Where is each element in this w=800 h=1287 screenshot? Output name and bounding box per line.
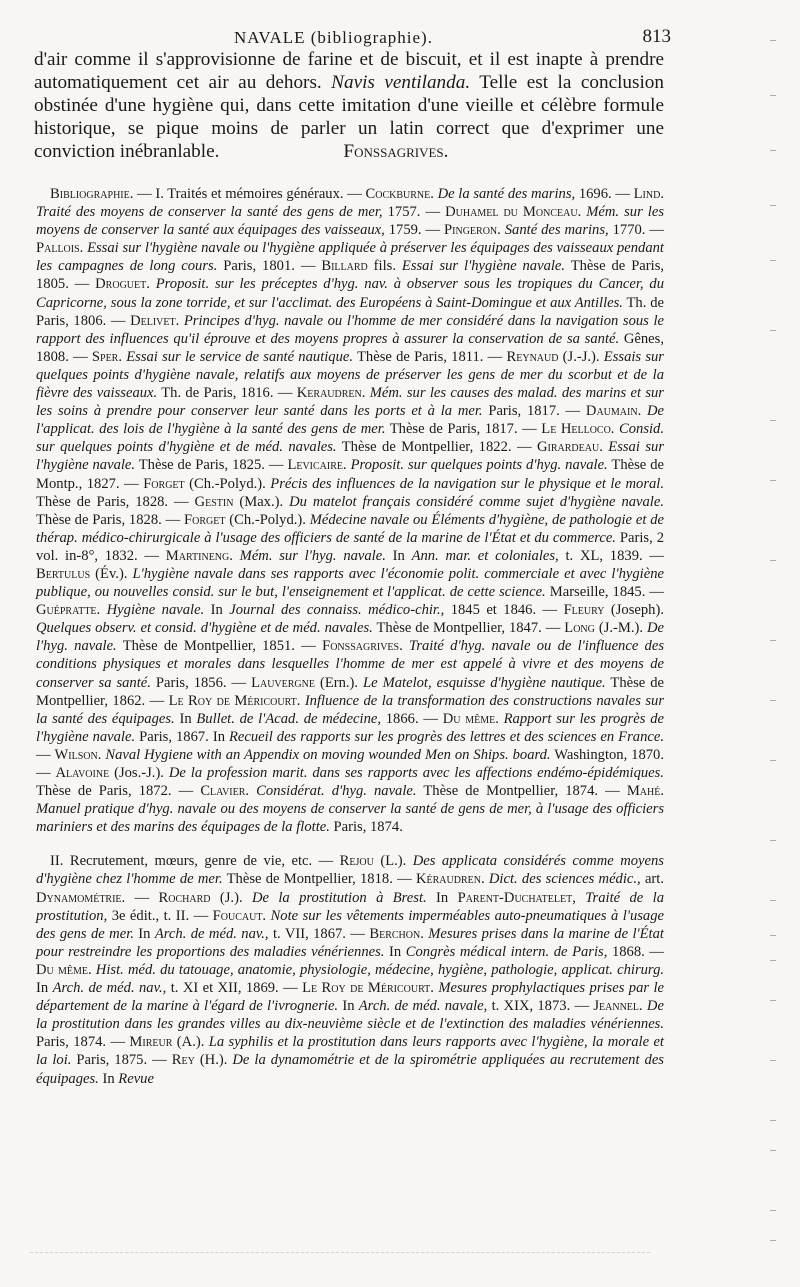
citation-text: (L.). [373, 853, 413, 870]
author-name: Du même. [442, 710, 499, 727]
work-title: Traité de la prostitution, [36, 889, 665, 924]
author-name: Gestin [194, 493, 234, 510]
citation-text: Thèse de Paris, 1828. — [36, 493, 195, 510]
citation-text: Thèse de Montpellier, 1851. — [116, 638, 323, 655]
citation-text: (Jos.-J.). [109, 765, 169, 781]
author-name: Pingeron. [444, 222, 501, 239]
margin-tick [770, 480, 776, 481]
citation-text: (J.-M.). [594, 620, 647, 637]
citation-text: In [36, 980, 53, 997]
work-title: Considérat. d'hyg. navale. [249, 783, 417, 800]
citation-text: 1696. — [575, 186, 634, 202]
citation-text: Th. de Paris, 1806. — [36, 294, 664, 329]
author-name: Pallois. [36, 240, 84, 257]
author-name: Sper. [91, 348, 122, 365]
work-title: De la dynamométrie et de la spirométrie appliquées au recrutement des équipages. [36, 1052, 664, 1087]
work-title: Des applicata considérés comme moyens d'hygiène chez l'homme de mer. [36, 853, 664, 888]
citation-text: In [204, 602, 230, 619]
work-title: Rapport sur les progrès de l'hygiène navale. [36, 710, 664, 745]
citation-text: 1759. — [384, 222, 445, 239]
work-title: De la prostitution à Brest. [251, 889, 427, 906]
citation-text: Paris, 1874. — [36, 1034, 130, 1051]
citation-text: fils. [367, 258, 402, 275]
work-title: Ann. mar. et coloniales, [411, 547, 559, 564]
margin-tick [770, 900, 776, 901]
citation-text: (Ern.). [315, 674, 364, 691]
citation-text: In [174, 710, 197, 727]
author-name: Clavier. [200, 783, 250, 800]
work-title: Consid. sur quelques points d'hygiène et de méd. navales. [36, 421, 665, 456]
citation-text: Thèse de Montpellier, 1847. — [372, 620, 565, 637]
work-title: Le Matelot, esquisse d'hygiène nautique. [363, 674, 606, 691]
running-header [34, 22, 671, 48]
work-title: Congrès médical intern. de Paris, [405, 943, 608, 960]
work-title: Hist. méd. du tatouage, anatomie, physiologie, médecine, hygiène, pathologie, applicat. chirurg. [91, 961, 665, 978]
citation-text: Thèse de Paris, 1825. — [135, 457, 288, 474]
author-name: Girardeau. [536, 439, 603, 456]
work-title: Mesures prises dans la marine de l'État pour restreindre les proportions des maladies vénériennes. [36, 925, 664, 960]
citation-text: (A.). [172, 1034, 209, 1051]
author-name: Billard [321, 258, 368, 275]
work-title: Proposit. sur les préceptes d'hyg. nav. à observer sous les tropiques du Cancer, du Capricorne, sous la zone torride, et sur l'acclimat. des Européens à Saint-Domingue et aux Antilles. [36, 276, 665, 311]
work-title: Naval Hygiene with an Appendix on moving wounded Men on Ships. board. [101, 746, 551, 763]
citation-text: Thèse de Paris, 1817. — [385, 421, 542, 438]
author-name: Daumain. [585, 403, 642, 420]
work-title: Hygiène navale. [100, 602, 205, 619]
author-name: Fonssagrives. [322, 638, 403, 655]
citation-text: t. XIX, 1873. — [487, 998, 594, 1015]
author-signature: Fonssagrives. [343, 141, 449, 162]
margin-tick [770, 205, 776, 206]
citation-text: 1770. — [608, 222, 664, 239]
work-title: Médecine navale ou Éléments d'hygiène, de pathologie et de thérap. médico-chirurgicale à l'usage des officiers de santé de la marine de l'État et du commerce. [36, 511, 664, 546]
author-name: Forget [184, 511, 226, 528]
work-title: Proposit. sur quelques points d'hyg. navale. [346, 457, 608, 474]
citation-text: — [36, 746, 55, 763]
intro-text-rest: Telle est la conclusion obstinée d'une hygiène qui, dans cette imitation d'une vieille et célèbre formule historique, se pique moins de parler un latin correct que d'exprimer une conviction inébranlable. [34, 72, 664, 162]
work-title: Arch. de méd. navale, [358, 998, 488, 1015]
work-title: De la prostitution dans les grandes villes au dix-neuvième siècle et de l'extinction des maladies vénériennes. [36, 998, 664, 1033]
citation-text: In [338, 998, 359, 1015]
citation-text: (J.-J.). [558, 348, 604, 365]
citation-text: In [133, 925, 155, 942]
work-title: Quelques observ. et consid. d'hygiène et de méd. navales. [36, 620, 373, 637]
citation-text: 3e édit., t. II. — [107, 907, 213, 924]
citation-text: 1868. — [607, 943, 664, 960]
work-title: Traité des moyens de conserver la santé des gens de mer, [36, 204, 383, 221]
margin-tick [770, 960, 776, 961]
citation-text: — [125, 889, 159, 906]
citation-text: Th. de Paris, 1816. — [157, 385, 297, 402]
citation-text: Thèse de Montpellier, 1818. — [222, 871, 416, 888]
author-name: Rejou [339, 853, 374, 870]
work-title: Du matelot français considéré comme sujet d'hygiène navale. [289, 493, 664, 510]
margin-tick [770, 420, 776, 421]
author-name: Cockburne. [365, 186, 434, 202]
margin-tick [770, 95, 776, 96]
work-title: Précis des influences de la navigation sur le physique et le moral. [270, 475, 664, 492]
author-name: Duhamel du Monceau. [445, 204, 582, 221]
work-title: Recueil des rapports sur les progrès des lettres et des sciences en France. [229, 728, 664, 745]
work-title: Santé des marins, [500, 222, 609, 239]
citation-text: Thèse de Paris, 1872. — [36, 783, 201, 800]
work-title: Essai sur l'hygiène navale ou l'hygiène appliquée à préserver les équipages des vaisseaux pendant les campagnes de long cours. [36, 240, 664, 275]
citation-text: Thèse de Montpellier, 1822. — [336, 439, 537, 456]
citation-text: Paris, 2 vol. in-8°, 1832. — [36, 529, 664, 564]
author-name: Bibliographie. [50, 186, 134, 202]
author-name: Berchon. [369, 925, 424, 942]
work-title: Journal des connaiss. médico-chir., [229, 602, 445, 619]
bibliography-recruitment [36, 852, 664, 1087]
author-name: Fleury [563, 602, 605, 619]
citation-text: Thèse de Montp., 1827. — [36, 457, 664, 492]
author-name: Rochard [158, 889, 211, 906]
citation-text: Washington, 1870. — [36, 746, 665, 781]
work-title: Note sur les vêtements imperméables auto-pneumatiques à l'usage des gens de mer. [36, 907, 664, 942]
author-name: Martineng. [165, 547, 233, 564]
author-name: Reynaud [506, 348, 559, 365]
work-title: De la profession marit. dans ses rapports avec les affections endémo-épidémiques. [168, 765, 664, 781]
page-number: 813 [642, 26, 671, 47]
author-name: Guépratte. [36, 602, 101, 619]
citation-text: — I. Traités et mémoires généraux. — [133, 186, 366, 202]
citation-text: Thèse de Montpellier, 1874. — [416, 783, 627, 800]
intro-paragraph [34, 48, 664, 163]
citation-text: Marseille, 1845. — [545, 584, 664, 601]
citation-text: (Ch.-Polyd.). [225, 511, 310, 528]
margin-marks [756, 0, 776, 1287]
work-title: Mém. sur les moyens de conserver la santé aux équipages des vaisseaux, [36, 204, 664, 239]
work-title: Mém. sur les causes des malad. des marins et sur les soins à prendre pour conserver leur santé dans les ports et à la mer. [36, 385, 664, 420]
author-name: Parent-Duchatelet, [457, 889, 576, 906]
margin-tick [770, 40, 776, 41]
work-title: Essai sur l'hygiène navale. [401, 258, 566, 275]
margin-tick [770, 760, 776, 761]
margin-tick [770, 150, 776, 151]
citation-text: (Év.). [90, 565, 133, 582]
margin-tick [770, 260, 776, 261]
scan-artifact-line [30, 1252, 650, 1255]
intro-text: d'air comme il s'approvisionne de farine et de biscuit, et il est inapte à prendre automatiquement cet air au dehors. [34, 49, 664, 93]
citation-text: art. [640, 871, 664, 888]
citation-text: (Joseph). [604, 602, 664, 619]
author-name: Dynamométrie. [36, 889, 126, 906]
running-title: NAVALE (bibliographie). [234, 28, 433, 47]
work-title: Essai sur le service de santé nautique. [122, 348, 354, 365]
citation-text: Paris, 1817. — [482, 403, 586, 420]
work-title: Essais sur quelques points d'hygiène navale, relatifs aux moyens de préserver les gens de mer du scorbut et de la fièvre des vaisseaux. [36, 348, 664, 402]
citation-text: Thèse de Paris, 1811. — [353, 348, 507, 365]
citation-text: Gênes, 1808. — [36, 330, 664, 365]
work-title: Manuel pratique d'hyg. navale ou des moyens de conserver la santé de gens de mer, à l'usage des officiers mariniers et des marins des équipages de la flotte. [36, 801, 664, 836]
author-name: Le Roy de Méricourt. [168, 692, 301, 709]
intro-latin-phrase: Navis ventilanda. [331, 72, 471, 93]
citation-text: t. XI et XII, 1869. — [166, 980, 303, 997]
work-title: De l'hyg. navale. [36, 620, 665, 655]
author-name: Delivet. [130, 312, 180, 329]
citation-text: 1866. — [381, 710, 443, 727]
citation-text: (Max.). [233, 493, 290, 510]
work-title: De l'applicat. des lois de l'hygiène à la santé des gens de mer. [36, 403, 665, 438]
author-name: Le Roy de Méricourt. [302, 980, 434, 997]
citation-text: Paris, 1856. — [150, 674, 252, 691]
bibliography-section-1 [36, 185, 664, 836]
author-name: Rey [171, 1052, 195, 1069]
citation-text: Thèse de Paris, 1828. — [36, 511, 185, 528]
author-name: Bertulus [36, 565, 91, 582]
citation-text: In [384, 943, 406, 960]
citation-text: (Ch.-Polyd.). [184, 475, 271, 492]
citation-text: 1757. — [382, 204, 446, 221]
author-name: Levicaire. [287, 457, 347, 474]
author-name: Keraudren. [296, 385, 366, 402]
citation-text: In [426, 889, 458, 906]
citation-text: Paris, 1801. — [217, 258, 322, 275]
work-title: De la santé des marins, [433, 186, 576, 202]
citation-text: In [98, 1070, 119, 1087]
citation-text: (H.). [194, 1052, 233, 1069]
margin-tick [770, 935, 776, 936]
work-title: Revue [118, 1070, 154, 1087]
citation-text: Paris, 1874. [329, 819, 403, 836]
work-title: Bullet. de l'Acad. de médecine, [196, 710, 381, 727]
citation-text: Paris, 1875. — [71, 1052, 172, 1069]
citation-text: Thèse de Montpellier, 1862. — [36, 674, 664, 709]
author-name: Alavoine [55, 765, 110, 781]
author-name: Droguet. [95, 276, 150, 293]
document-page [34, 22, 671, 1088]
margin-tick [770, 330, 776, 331]
work-title: Mém. sur l'hyg. navale. [232, 547, 386, 564]
author-name: Mireur [129, 1034, 173, 1051]
author-name: Le Helloco. [541, 421, 615, 438]
author-name: Wilson. [54, 746, 102, 763]
work-title: Mesures prophylactiques prises par le département de la marine à l'égard de l'ivrognerie. [36, 980, 665, 1015]
bibliography-section-2 [36, 852, 664, 1087]
author-name: Jeannel. [593, 998, 643, 1015]
citation-text: (J.). [210, 889, 252, 906]
work-title: Arch. de méd. nav., [154, 925, 269, 942]
margin-tick [770, 1060, 776, 1061]
citation-text: In [385, 547, 412, 564]
work-title: Essai sur l'hygiène navale. [36, 439, 665, 474]
author-name: Foucaut. [212, 907, 267, 924]
margin-tick [770, 840, 776, 841]
margin-tick [770, 1240, 776, 1241]
work-title: Arch. de méd. nav., [52, 980, 167, 997]
author-name: Forget [143, 475, 185, 492]
margin-tick [770, 700, 776, 701]
citation-text: t. VII, 1867. — [268, 925, 370, 942]
work-title: Principes d'hyg. navale ou l'homme de mer considéré dans la navigation sous le rapport des influences qu'il éprouve et des moyens propres à assurer la conservation de sa santé. [36, 312, 664, 347]
margin-tick [770, 640, 776, 641]
citation-text: Paris, 1867. In [135, 728, 230, 745]
margin-tick [770, 560, 776, 561]
author-name: Lind. [633, 186, 664, 202]
author-name: Mahé. [626, 783, 664, 800]
margin-tick [770, 1000, 776, 1001]
author-name: Long [564, 620, 595, 637]
work-title: L'hygiène navale dans ses rapports avec l'économie polit. commerciale et avec l'hygiène publique, ou nouvelles consid. sur le but, l'enseignement et l'applicat. de cette science. [36, 565, 664, 601]
citation-text: II. Recrutement, mœurs, genre de vie, etc. — [50, 853, 340, 870]
citation-text: Thèse de Paris, 1805. — [36, 258, 665, 293]
work-title: Traité d'hyg. navale ou de l'influence des conditions physiques et morales dans lesquelles l'homme de mer est appelé à vivre et des moyens de conserver sa santé. [36, 638, 665, 691]
margin-tick [770, 1150, 776, 1151]
work-title: Influence de la transformation des constructions navales sur la santé des équipages. [36, 692, 664, 727]
bibliography-general-works [36, 185, 664, 836]
margin-tick [770, 1120, 776, 1121]
citation-text: 1845 et 1846. — [444, 602, 564, 619]
author-name: Lauvergne [251, 674, 315, 691]
margin-tick [770, 1210, 776, 1211]
work-title: Dict. des sciences médic., [484, 871, 641, 888]
work-title: La syphilis et la prostitution dans leurs rapports avec l'hygiène, la morale et la loi. [36, 1034, 664, 1069]
citation-text: t. XL, 1839. — [558, 547, 664, 564]
author-name: Du même. [36, 961, 92, 978]
author-name: Kéraudren. [415, 871, 485, 888]
